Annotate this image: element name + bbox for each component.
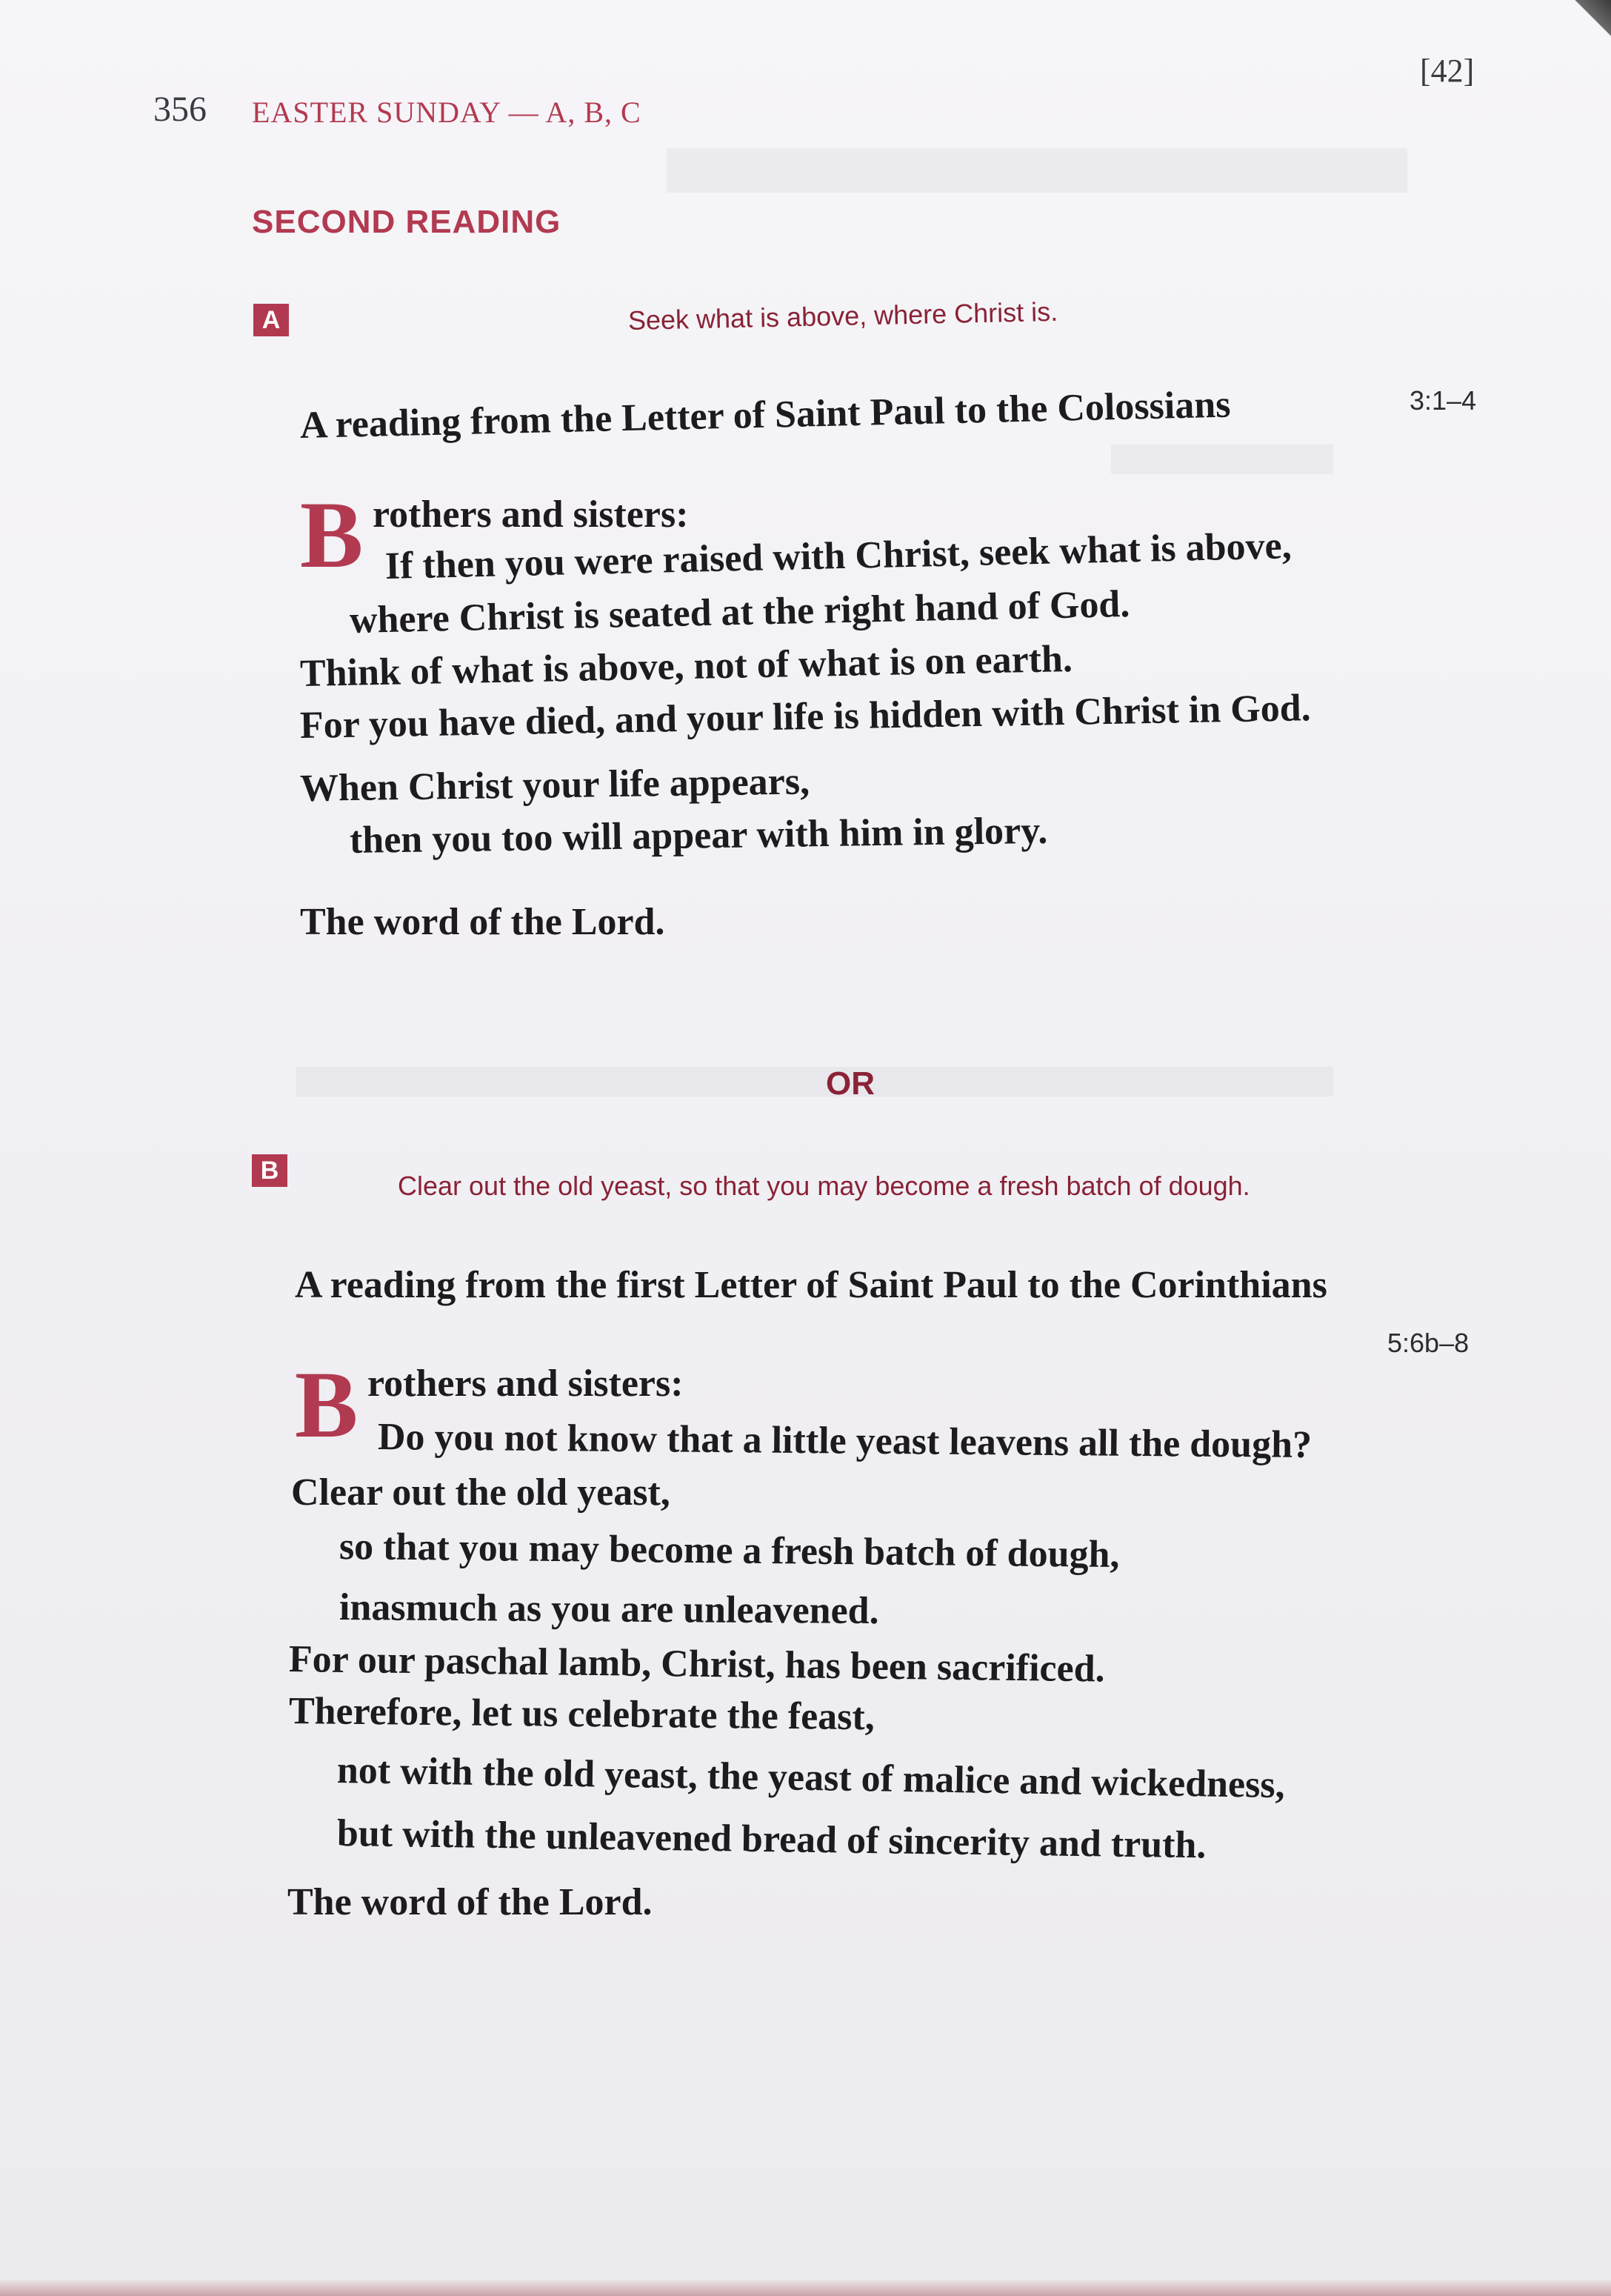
option-b-letter: B	[260, 1156, 279, 1185]
reading-a-line: Think of what is above, not of what is on earth.	[299, 637, 1073, 695]
page-number: 356	[153, 90, 207, 129]
option-a-letter: A	[261, 305, 281, 334]
reading-a-line: When Christ your life appears,	[299, 760, 810, 810]
reading-b-dropcap: B	[295, 1352, 358, 1457]
reading-b-line: so that you may become a fresh batch of dough,	[338, 1525, 1120, 1577]
reading-b-line: but with the unleavened bread of sincerity and truth.	[336, 1812, 1207, 1867]
reading-b-line: Therefore, let us celebrate the feast,	[288, 1690, 875, 1739]
reading-b-citation: 5:6b–8	[1387, 1328, 1470, 1358]
reading-a-line: For you have died, and your life is hidden with Christ in God.	[299, 687, 1312, 747]
reading-b-line: rothers and sisters:	[367, 1362, 684, 1405]
reading-b-summary: Clear out the old yeast, so that you may become a fresh batch of dough.	[398, 1171, 1250, 1201]
margin-number: [42]	[1420, 53, 1475, 89]
reading-a-line: If then you were raised with Christ, seek what is above,	[384, 525, 1293, 588]
option-a-badge	[253, 304, 289, 336]
show-through-shape	[1111, 445, 1333, 474]
page-corner	[1567, 0, 1611, 44]
reading-a-citation: 3:1–4	[1410, 385, 1477, 416]
or-divider: OR	[826, 1065, 875, 1102]
reading-b-line: For our paschal lamb, Christ, has been sacrificed.	[288, 1638, 1105, 1691]
reading-b-closing: The word of the Lord.	[287, 1881, 653, 1923]
running-head: EASTER SUNDAY — A, B, C	[252, 96, 641, 129]
reading-a-line: rothers and sisters:	[373, 493, 689, 536]
page-bottom-edge	[0, 2280, 1611, 2296]
reading-a-summary: Seek what is above, where Christ is.	[627, 296, 1058, 336]
reading-a-closing: The word of the Lord.	[300, 901, 665, 943]
show-through-shape	[667, 148, 1407, 193]
reading-b-intro: A reading from the first Letter of Saint Paul to the Corinthians	[295, 1264, 1327, 1306]
reading-a-dropcap: B	[300, 482, 364, 588]
section-title: SECOND READING	[252, 204, 561, 240]
show-through-shape	[296, 1067, 1333, 1097]
option-b-badge	[252, 1154, 287, 1187]
reading-b-line: Do you not know that a little yeast leavens all the dough?	[377, 1416, 1313, 1467]
reading-b-line: not with the old yeast, the yeast of malice and wickedness,	[336, 1749, 1286, 1807]
reading-a-line: then you too will appear with him in glory.	[349, 809, 1048, 862]
reading-b-line: inasmuch as you are unleavened.	[338, 1586, 879, 1633]
reading-b-line: Clear out the old yeast,	[291, 1471, 670, 1514]
reading-a-intro: A reading from the Letter of Saint Paul to the Colossians	[299, 383, 1231, 447]
reading-a-line: where Christ is seated at the right hand of God.	[349, 582, 1130, 642]
